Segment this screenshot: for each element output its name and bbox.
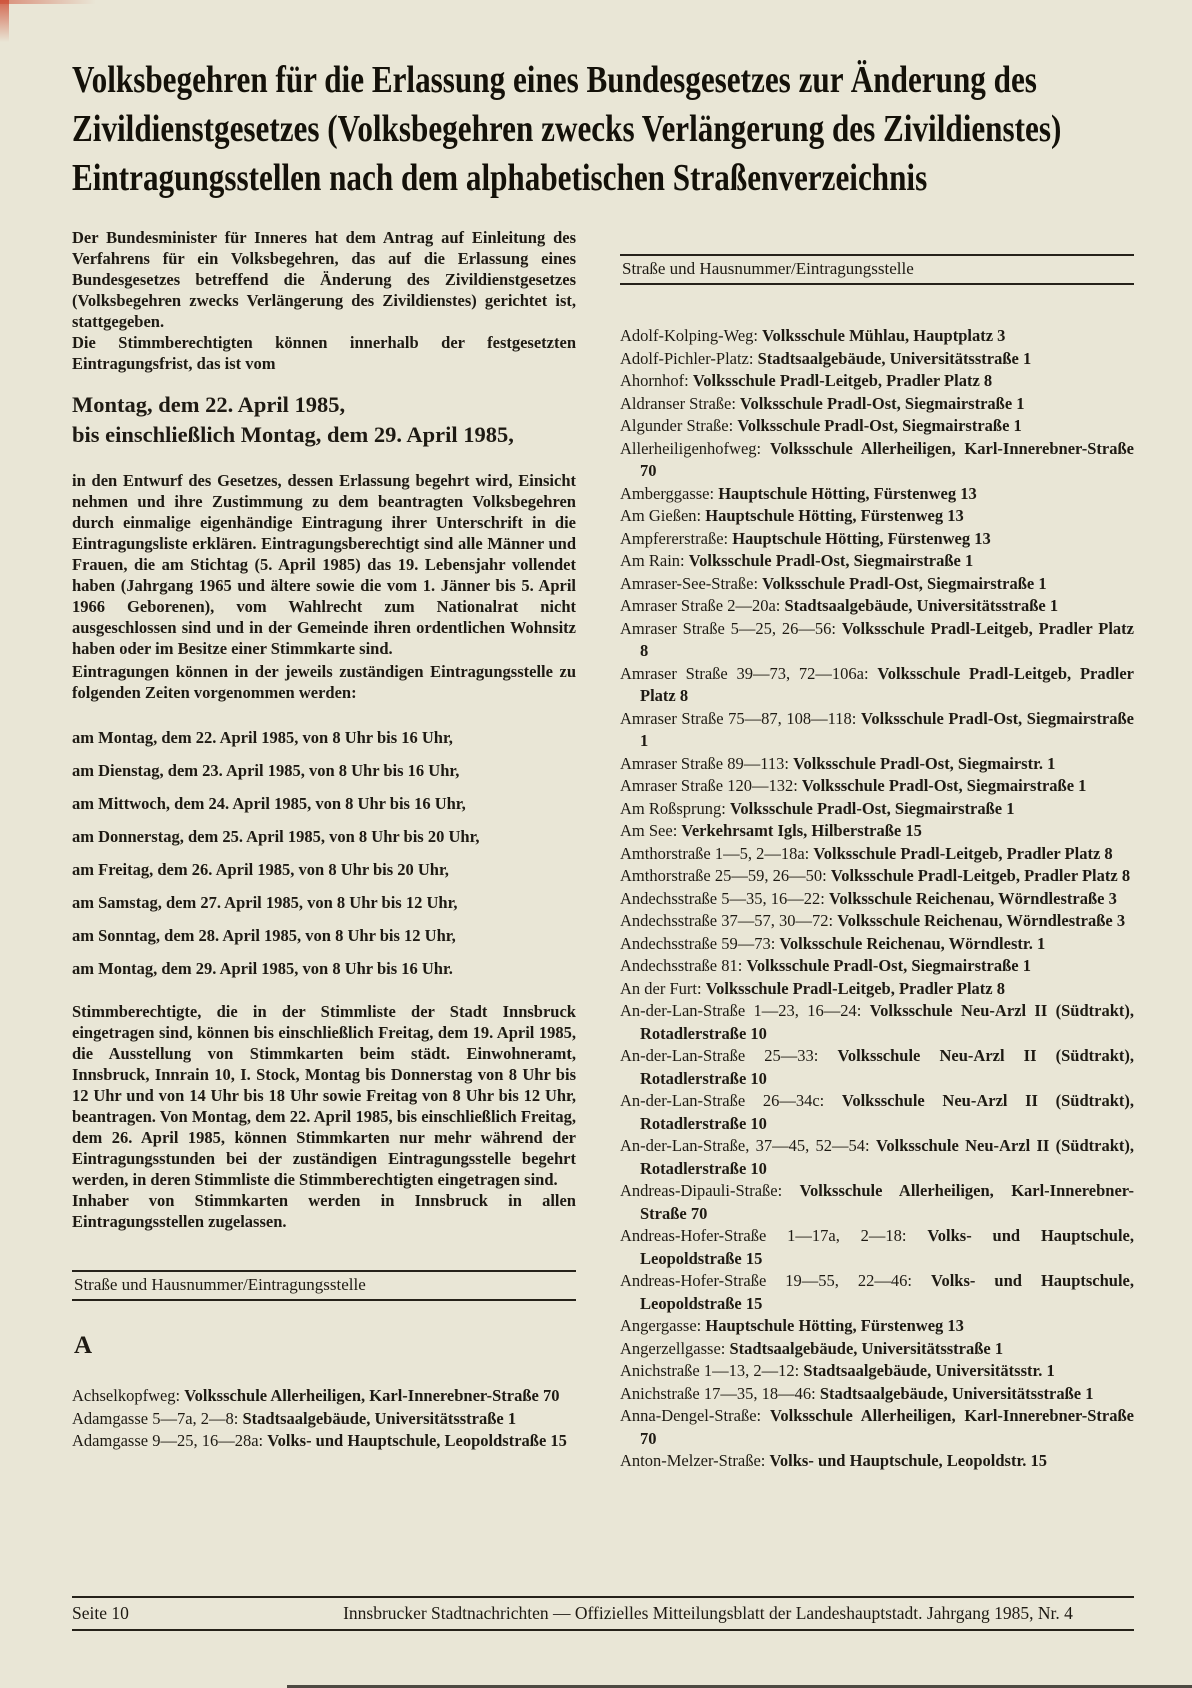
entry-location: Stadtsaalgebäude, Universitätsstraße 1 bbox=[784, 596, 1059, 615]
street-entry bbox=[620, 1270, 1134, 1315]
page-footer bbox=[72, 1596, 1134, 1631]
registration-period-heading bbox=[72, 390, 576, 450]
period-start-line: Montag, dem 22. April 1985, bbox=[72, 392, 346, 417]
street-name: An-der-Lan-Straße 1—23, 16—24: bbox=[620, 1001, 862, 1020]
street-name: Andechsstraße 59—73: bbox=[620, 933, 776, 953]
street-entry bbox=[620, 1225, 1134, 1270]
street-name: Adamgasse 9—25, 16—28a: bbox=[72, 1431, 264, 1450]
entry-location: Volksschule Neu-Arzl II (Südtrakt), Rotadlerstraße 10 bbox=[640, 1091, 1135, 1133]
street-name: Aldranser Straße: bbox=[620, 393, 736, 413]
entry-location: Volksschule Reichenau, Wörndlestraße 3 bbox=[837, 911, 1126, 930]
street-entry bbox=[620, 910, 1134, 933]
street-name: Angergasse: bbox=[620, 1316, 702, 1335]
street-name: Adolf-Kolping-Weg: bbox=[620, 326, 758, 345]
street-name: An-der-Lan-Straße, 37—45, 52—54: bbox=[620, 1136, 870, 1155]
street-name: An-der-Lan-Straße 25—33: bbox=[620, 1046, 819, 1065]
left-column bbox=[72, 227, 576, 1473]
entry-location: Volksschule Pradl-Ost, Siegmairstraße 1 bbox=[746, 956, 1031, 975]
street-name: Ampfererstraße: bbox=[620, 528, 729, 548]
entry-location: Volksschule Pradl-Leitgeb, Pradler Platz 8 bbox=[830, 866, 1131, 885]
entry-location: Volksschule Allerheiligen, Karl-Innerebner-Straße 70 bbox=[184, 1386, 560, 1405]
street-entry bbox=[620, 1450, 1134, 1473]
entry-location: Volksschule Pradl-Ost, Siegmairstraße 1 bbox=[640, 708, 1135, 750]
street-name: Amraser Straße 2—20a: bbox=[620, 596, 781, 615]
street-name: Amraser Straße 89—113: bbox=[620, 753, 789, 773]
street-entry bbox=[620, 550, 1134, 573]
street-entry bbox=[620, 1135, 1134, 1180]
street-name: Amraser-See-Straße: bbox=[620, 573, 759, 593]
street-entry bbox=[620, 663, 1134, 708]
street-name: An der Furt: bbox=[620, 978, 702, 998]
entry-location: Volksschule Pradl-Ost, Siegmairstraße 1 bbox=[740, 393, 1025, 413]
street-name: Anna-Dengel-Straße: bbox=[620, 1406, 762, 1425]
street-entry bbox=[620, 1180, 1134, 1225]
page-title bbox=[72, 56, 1134, 203]
entry-location: Volks- und Hauptschule, Leopoldstraße 15 bbox=[267, 1431, 567, 1450]
street-name: Anton-Melzer-Straße: bbox=[620, 1451, 766, 1470]
street-entry bbox=[620, 595, 1134, 618]
journal-title: Innsbrucker Stadtnachrichten — Offizielles Mitteilungsblatt der Landeshauptstadt. Jahrgang 1985, Nr. 4 bbox=[343, 1603, 1073, 1623]
entry-location: Volks- und Hauptschule, Leopoldstr. 15 bbox=[769, 1451, 1048, 1470]
letter-a-heading: A bbox=[74, 1332, 93, 1359]
street-entry bbox=[620, 370, 1134, 393]
street-name: Andechsstraße 81: bbox=[620, 956, 743, 975]
street-name: Am Rain: bbox=[620, 551, 685, 570]
street-name: Amberggasse: bbox=[620, 483, 715, 503]
title-line-3: Eintragungsstellen nach dem alphabetischen Straßenverzeichnis bbox=[72, 157, 928, 199]
street-name: Anichstraße 17—35, 18—46: bbox=[620, 1383, 816, 1403]
entry-location: Verkehrsamt Igls, Hilberstraße 15 bbox=[681, 821, 922, 840]
entry-location: Volksschule Reichenau, Wörndlestr. 1 bbox=[779, 933, 1046, 953]
intro-paragraph: Der Bundesminister für Inneres hat dem Antrag auf Einleitung des Verfahrens für ein Volksbegehren, das auf die Erlassung eines Bundesgesetzes betreffend die Änderung des Zivildienstgesetzes (Volksbegehren zwecks Verlängerung des Zivildienstes) gerichtet ist, stattgegeben. bbox=[72, 228, 576, 331]
street-name: Andreas-Hofer-Straße 1—17a, 2—18: bbox=[620, 1226, 907, 1245]
entry-location: Volks- und Hauptschule, Leopoldstraße 15 bbox=[640, 1271, 1135, 1313]
opening-time-row: am Donnerstag, dem 25. April 1985, von 8 Uhr bis 20 Uhr, bbox=[72, 827, 480, 846]
street-entry bbox=[620, 505, 1134, 528]
street-directory-right bbox=[620, 325, 1134, 1473]
opening-time-row: am Sonntag, dem 28. April 1985, von 8 Uhr bis 12 Uhr, bbox=[72, 926, 456, 945]
street-entry bbox=[620, 348, 1134, 371]
street-entry bbox=[620, 1045, 1134, 1090]
street-entry bbox=[620, 933, 1134, 956]
street-name: Ahornhof: bbox=[620, 371, 689, 390]
inhaber-paragraph: Inhaber von Stimmkarten werden in Innsbruck in allen Eintragungsstellen zugelassen. bbox=[72, 1191, 576, 1231]
street-name: Andreas-Dipauli-Straße: bbox=[620, 1181, 783, 1200]
title-line-1: Volksbegehren für die Erlassung eines Bundesgesetzes zur Änderung des bbox=[72, 59, 1037, 101]
street-entry bbox=[620, 865, 1134, 888]
street-entry bbox=[620, 775, 1134, 798]
street-name: Amraser Straße 5—25, 26—56: bbox=[620, 618, 837, 638]
street-name: Achselkopfweg: bbox=[72, 1386, 181, 1405]
entry-location: Volksschule Pradl-Leitgeb, Pradler Platz 8 bbox=[692, 371, 993, 390]
opening-time-row: am Montag, dem 22. April 1985, von 8 Uhr bis 16 Uhr, bbox=[72, 728, 453, 747]
street-entry bbox=[620, 798, 1134, 821]
street-entry bbox=[620, 1405, 1134, 1450]
entry-location: Volksschule Neu-Arzl II (Südtrakt), Rotadlerstraße 10 bbox=[640, 1001, 1135, 1043]
entry-location: Volksschule Pradl-Leitgeb, Pradler Platz 8 bbox=[813, 843, 1113, 863]
street-entry bbox=[620, 1090, 1134, 1135]
opening-times-list bbox=[72, 727, 576, 979]
entry-location: Stadtsaalgebäude, Universitätsstraße 1 bbox=[757, 348, 1032, 368]
street-entry bbox=[620, 843, 1134, 866]
right-column bbox=[620, 227, 1134, 1473]
street-name: Amthorstraße 25—59, 26—50: bbox=[620, 866, 827, 885]
street-entry bbox=[72, 1385, 576, 1408]
street-entry bbox=[620, 1360, 1134, 1383]
entry-location: Volksschule Allerheiligen, Karl-Innerebner-Straße 70 bbox=[640, 438, 1134, 480]
entry-location: Volksschule Pradl-Ost, Siegmairstraße 1 bbox=[737, 416, 1022, 435]
opening-time-row: am Freitag, dem 26. April 1985, von 8 Uhr bis 20 Uhr, bbox=[72, 860, 449, 879]
street-name: Allerheiligenhofweg: bbox=[620, 438, 762, 458]
street-entry bbox=[620, 820, 1134, 843]
entry-location: Hauptschule Hötting, Fürstenweg 13 bbox=[705, 1316, 964, 1335]
street-entry bbox=[620, 1000, 1134, 1045]
entry-location: Volksschule Pradl-Ost, Siegmairstraße 1 bbox=[801, 776, 1087, 795]
opening-time-row: am Dienstag, dem 23. April 1985, von 8 Uhr bis 16 Uhr, bbox=[72, 761, 460, 780]
red-edge-mark bbox=[0, 0, 9, 42]
opening-time-row: am Montag, dem 29. April 1985, von 8 Uhr bis 16 Uhr. bbox=[72, 959, 453, 978]
street-entry bbox=[620, 483, 1134, 506]
street-name: An-der-Lan-Straße 26—34c: bbox=[620, 1091, 825, 1110]
street-entry bbox=[620, 955, 1134, 978]
street-name: Am See: bbox=[620, 821, 678, 840]
entry-location: Hauptschule Hötting, Fürstenweg 13 bbox=[705, 506, 964, 525]
period-end-line: bis einschließlich Montag, dem 29. April 1985, bbox=[72, 422, 514, 447]
street-name: Amraser Straße 75—87, 108—118: bbox=[620, 708, 857, 728]
street-entry bbox=[620, 1383, 1134, 1406]
entry-location: Volksschule Pradl-Ost, Siegmairstraße 1 bbox=[730, 798, 1015, 818]
street-entry bbox=[620, 753, 1134, 776]
street-name: Anichstraße 1—13, 2—12: bbox=[620, 1361, 800, 1380]
stimmkarten-paragraph: Stimmberechtigte, die in der Stimmliste der Stadt Innsbruck eingetragen sind, können bis einschließlich Freitag, dem 19. April 1985, die Ausstellung von Stimmkarten beim städt. Einwohneramt, Innsbruck, Innrain 10, I. Stock, Montag bis Donnerstag von 8 Uhr bis 12 Uhr und von 14 Uhr bis 18 Uhr sowie Freitag von 8 Uhr bis 12 Uhr, beantragen. Von Montag, dem 22. April 1985, bis einschließlich Freitag, dem 26. April 1985, können Stimmkarten nur mehr während der Eintragungsstunden bei der zuständigen Eintragungsstelle begehrt werden, in deren Stimmliste die Stimmberechtigten eingetragen sind. bbox=[72, 1002, 576, 1189]
street-entry bbox=[620, 888, 1134, 911]
street-entry bbox=[620, 325, 1134, 348]
street-directory-left bbox=[72, 1385, 576, 1453]
opening-time-row: am Mittwoch, dem 24. April 1985, von 8 Uhr bis 16 Uhr, bbox=[72, 794, 466, 813]
street-entry bbox=[620, 1338, 1134, 1361]
entry-location: Volksschule Pradl-Ost, Siegmairstraße 1 bbox=[762, 573, 1047, 593]
street-name: Adamgasse 5—7a, 2—8: bbox=[72, 1408, 239, 1428]
entry-location: Volksschule Allerheiligen, Karl-Innerebner-Straße 70 bbox=[640, 1181, 1135, 1223]
title-line-2: Zivildienstgesetzes (Volksbegehren zwecks Verlängerung des Zivildienstes) bbox=[72, 108, 1062, 150]
page-content bbox=[72, 0, 1134, 1473]
entry-location: Hauptschule Hötting, Fürstenweg 13 bbox=[732, 528, 991, 548]
street-entry bbox=[620, 393, 1134, 416]
street-name: Andreas-Hofer-Straße 19—55, 22—46: bbox=[620, 1271, 913, 1290]
entry-location: Stadtsaalgebäude, Universitätsstraße 1 bbox=[729, 1338, 1004, 1358]
street-name: Am Gießen: bbox=[620, 506, 702, 525]
entry-location: Volksschule Pradl-Leitgeb, Pradler Platz 8 bbox=[640, 663, 1135, 705]
street-name: Andechsstraße 5—35, 16—22: bbox=[620, 888, 825, 908]
entry-location: Volksschule Neu-Arzl II (Südtrakt), Rotadlerstraße 10 bbox=[640, 1046, 1135, 1088]
intro-paragraph-2: Die Stimmberechtigten können innerhalb der festgesetzten Eintragungsfrist, das ist vom bbox=[72, 333, 576, 373]
street-name: Algunder Straße: bbox=[620, 416, 734, 435]
street-entry bbox=[620, 438, 1134, 483]
entry-location: Stadtsaalgebäude, Universitätsstraße 1 bbox=[242, 1408, 517, 1428]
entry-location: Volksschule Allerheiligen, Karl-Innerebner-Straße 70 bbox=[640, 1406, 1134, 1448]
entry-location: Volksschule Pradl-Leitgeb, Pradler Platz 8 bbox=[640, 618, 1135, 660]
street-entry bbox=[620, 415, 1134, 438]
entry-location: Volksschule Mühlau, Hauptplatz 3 bbox=[762, 326, 1006, 345]
entry-location: Volksschule Pradl-Ost, Siegmairstr. 1 bbox=[793, 753, 1056, 773]
opening-time-row: am Samstag, dem 27. April 1985, von 8 Uhr bis 12 Uhr, bbox=[72, 893, 458, 912]
street-entry bbox=[620, 573, 1134, 596]
two-column-layout bbox=[72, 227, 1134, 1473]
entry-location: Volksschule Reichenau, Wörndlestraße 3 bbox=[828, 888, 1117, 908]
street-name: Amthorstraße 1—5, 2—18a: bbox=[620, 843, 810, 863]
entry-location: Volksschule Neu-Arzl II (Südtrakt), Rotadlerstraße 10 bbox=[640, 1136, 1135, 1178]
street-name: Andechsstraße 37—57, 30—72: bbox=[620, 911, 834, 930]
street-entry bbox=[72, 1430, 576, 1453]
entry-location: Volksschule Pradl-Leitgeb, Pradler Platz 8 bbox=[705, 978, 1005, 998]
street-name: Amraser Straße 39—73, 72—106a: bbox=[620, 663, 869, 683]
street-entry bbox=[620, 618, 1134, 663]
street-entry bbox=[72, 1408, 576, 1431]
street-name: Adolf-Pichler-Platz: bbox=[620, 348, 754, 368]
times-intro-paragraph: Eintragungen können in der jeweils zuständigen Eintragungsstelle zu folgenden Zeiten vorgenommen werden: bbox=[72, 662, 576, 702]
entry-location: Hauptschule Hötting, Fürstenweg 13 bbox=[718, 483, 977, 503]
street-entry bbox=[620, 528, 1134, 551]
entry-location: Stadtsaalgebäude, Universitätsstraße 1 bbox=[819, 1383, 1094, 1403]
street-entry bbox=[620, 978, 1134, 1001]
street-entry bbox=[620, 708, 1134, 753]
entry-location: Volks- und Hauptschule, Leopoldstraße 15 bbox=[640, 1226, 1135, 1268]
directory-section-header-right: Straße und Hausnummer/Eintragungsstelle bbox=[620, 254, 1134, 285]
street-name: Am Roßsprung: bbox=[620, 798, 726, 818]
page-number: Seite 10 bbox=[72, 1603, 129, 1623]
column-gap bbox=[576, 227, 620, 1473]
street-name: Angerzellgasse: bbox=[620, 1338, 726, 1358]
entry-location: Stadtsaalgebäude, Universitätsstr. 1 bbox=[803, 1361, 1055, 1380]
street-name: Amraser Straße 120—132: bbox=[620, 776, 798, 795]
eligibility-paragraph: in den Entwurf des Gesetzes, dessen Erlassung begehrt wird, Einsicht nehmen und ihre Zustimmung zu dem beantragten Volksbegehren durch einmalige eigenhändige Eintragung ihrer Unterschrift in die Eintragungsliste erklären. Eintragungsberechtigt sind alle Männer und Frauen, die am Stichtag (5. April 1985) das 19. Lebensjahr vollendet haben (Jahrgang 1965 und ältere sowie die vom 1. Jänner bis 5. April 1966 Geborenen), vom Wahlrecht zum Nationalrat nicht ausgeschlossen sind und in der Gemeinde ihren ordentlichen Wohnsitz haben oder im Besitze einer Stimmkarte sind. bbox=[72, 471, 576, 658]
street-entry bbox=[620, 1315, 1134, 1338]
entry-location: Volksschule Pradl-Ost, Siegmairstraße 1 bbox=[688, 551, 974, 570]
directory-section-header-left: Straße und Hausnummer/Eintragungsstelle bbox=[72, 1270, 576, 1301]
